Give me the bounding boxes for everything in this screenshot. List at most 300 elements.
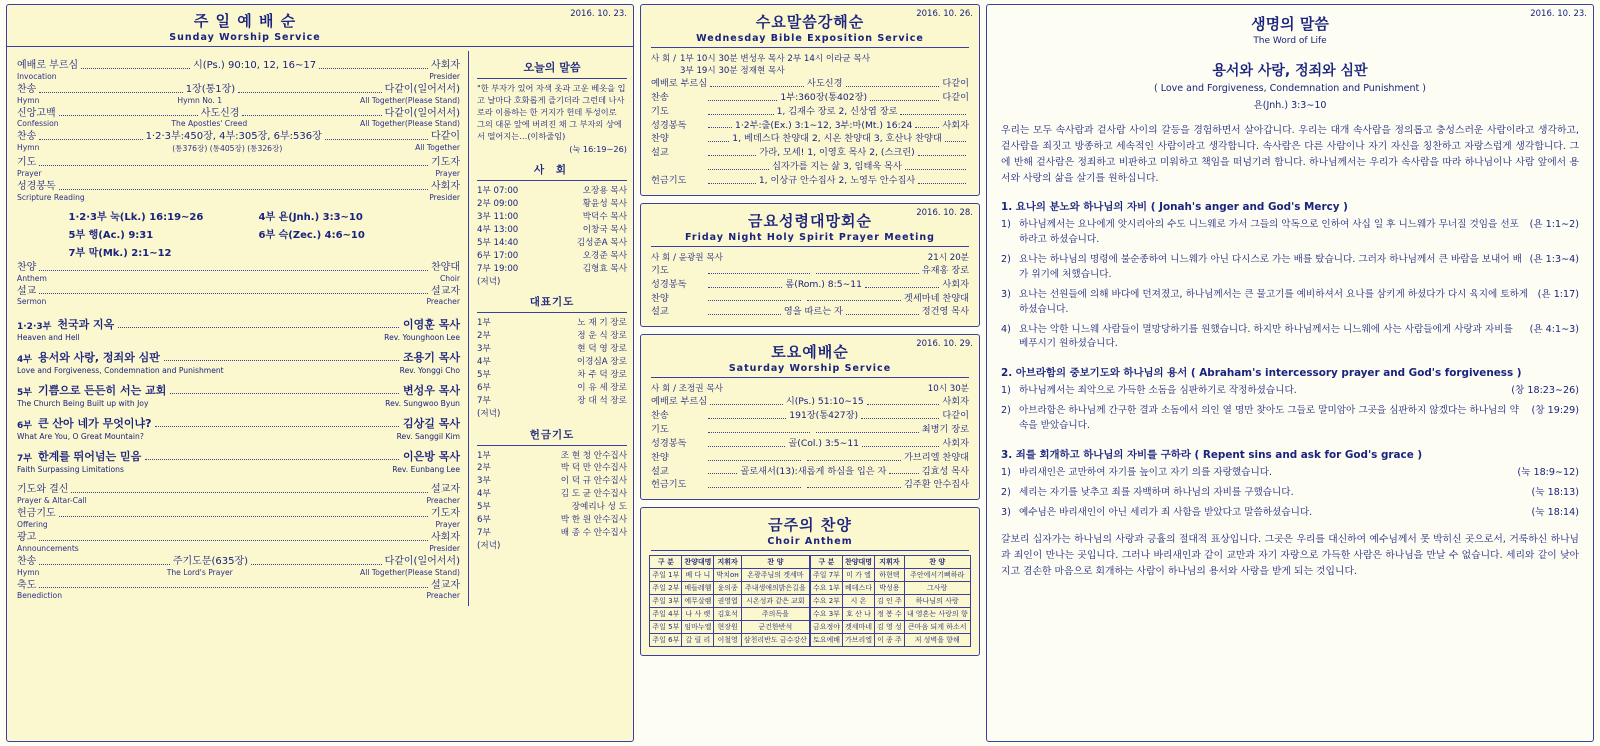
- wednesday-row: [651, 93, 969, 104]
- scripture-entry: 4부 욘(Jnh.) 3:3∼10: [258, 211, 363, 223]
- rep-prayer-item-key: 4부: [477, 357, 491, 368]
- sunday-title-ko: 주 일 예 배 순: [193, 12, 297, 30]
- society-item-value: 박덕수 목사: [582, 212, 627, 223]
- today-word-text: "한 부자가 있어 자색 옷과 고운 베옷을 입고 날마다 호화롭게 즐기더라 그런데 나사로라 이름하는 한 거지가 헌데 투성이로 그의 대문 앞에 버려진 채 그 부자의 상에서 떨어지는…(이하줄임): [477, 83, 626, 141]
- dot-leader: [708, 140, 729, 142]
- rep-prayer-item: [477, 343, 627, 356]
- wl-item-ref: (창 18:23∼26): [1511, 385, 1579, 397]
- anthem-cell: 가브리엘: [843, 634, 875, 647]
- sermon-title-en: Love and Forgiveness, Condemnation and Punishment: [17, 366, 224, 376]
- anthem-cell: 하나님의 사랑: [904, 595, 970, 608]
- sermon-item: [17, 415, 460, 441]
- society-item: [477, 250, 627, 263]
- offering-item-value: 이 덕 규 안수집사: [560, 476, 627, 487]
- wl-item-number: 1): [1001, 466, 1011, 478]
- order-row-person: 설교자: [431, 285, 460, 297]
- order-row: [17, 508, 460, 529]
- order-row: [17, 532, 460, 553]
- order-row-person-en: All Together(Please Stand): [360, 119, 460, 129]
- wednesday-row-value: 1·2부:출(Ex.) 3:1∼12, 3부:마(Mt.) 16:24: [734, 119, 913, 131]
- friday-title-en: Friday Night Holy Spirit Prayer Meeting: [685, 231, 935, 243]
- order-row-label-en: Hymn: [17, 143, 40, 153]
- offering-item-value: 박 덕 만 안수집사: [560, 463, 627, 474]
- dot-leader: [708, 472, 737, 474]
- order-row-label: 성경봉독: [17, 180, 56, 192]
- anthem-row: [810, 634, 970, 647]
- anthem-cell: 온광주님의 겟세마: [741, 569, 809, 582]
- wednesday-row-label: 성경봉독: [651, 119, 687, 131]
- saturday-panel: [640, 334, 980, 500]
- dot-leader: [862, 445, 939, 447]
- sunday-date: 2016. 10. 23.: [570, 9, 627, 19]
- sermon-title-ko: 천국과 지옥: [57, 318, 115, 332]
- wednesday-row-value: 1부:360장(통402장): [780, 91, 868, 103]
- sermon-preacher-en: Rev. Sungwoo Byun: [385, 399, 460, 409]
- dot-leader: [39, 292, 428, 294]
- offering-prayer-title: 헌금기도: [529, 428, 575, 441]
- dot-leader: [918, 182, 966, 184]
- order-row: [17, 286, 460, 307]
- dot-leader: [39, 586, 428, 588]
- dot-leader: [155, 425, 399, 427]
- wl-item-ref: (욘 4:1∼3): [1529, 323, 1579, 335]
- anthem-title-en: Choir Anthem: [767, 536, 853, 548]
- saturday-order-rows: [651, 397, 969, 491]
- sermon-preacher-en: Rev. Yonggi Cho: [399, 366, 460, 376]
- offering-item: [477, 462, 627, 475]
- rep-prayer-item-key: 5부: [477, 370, 491, 381]
- saturday-row-person: 최병기 장로: [921, 424, 970, 436]
- order-row-label-en: Anthem: [17, 273, 47, 283]
- offering-item: [477, 501, 627, 514]
- dot-leader: [708, 313, 781, 315]
- society-item: [477, 185, 627, 198]
- rep-prayer-item: [477, 330, 627, 343]
- society-item-key: 2부 09:00: [477, 199, 519, 210]
- dot-leader: [59, 188, 428, 190]
- offering-item-key: 2부: [477, 463, 491, 474]
- order-row-label: 예배로 부르심: [17, 60, 79, 71]
- wednesday-row-value: 1, 이상규 안수집사 2, 노영두 안수집사: [758, 175, 916, 187]
- friday-row-person: 겟세마네 찬양대: [903, 292, 970, 304]
- dot-leader: [807, 486, 900, 488]
- dot-leader: [145, 458, 399, 460]
- society-item-key: 5부 14:40: [477, 237, 519, 248]
- anthem-table-right: [810, 555, 971, 647]
- offering-item-key: 3부: [477, 476, 491, 487]
- society-item-value: 김성준A 목사: [576, 237, 627, 248]
- anthem-cell: 수요 1부: [810, 582, 842, 595]
- dot-leader: [905, 168, 966, 170]
- friday-row: [651, 307, 969, 318]
- sermon-item: [17, 349, 460, 375]
- scripture-line: [17, 244, 460, 259]
- sermon-preacher-en: Rev. Eunbang Lee: [392, 465, 460, 475]
- sunday-order-main: [7, 51, 468, 606]
- sunday-sidebar: [468, 51, 633, 606]
- wl-item-ref: (욘 1:17): [1537, 288, 1579, 300]
- anthem-cell: 주일 6부: [650, 634, 682, 647]
- anthem-header-cell: 지휘자: [875, 556, 905, 569]
- rep-prayer-item: [477, 382, 627, 395]
- wl-section-item: [1001, 218, 1579, 248]
- anthem-cell: 김 인 주: [875, 595, 905, 608]
- dot-leader: [71, 491, 428, 493]
- society-item: [477, 237, 627, 250]
- friday-row-label: 성경봉독: [651, 278, 687, 290]
- saturday-title-ko: 토요예배순: [771, 343, 849, 362]
- friday-row: [651, 294, 969, 305]
- friday-row-label: 찬양: [651, 292, 669, 304]
- wednesday-row-person: 다같이: [942, 91, 970, 103]
- scripture-line: [17, 226, 460, 241]
- rep-prayer-item-key: (저녁): [477, 408, 501, 419]
- anthem-row: [650, 595, 810, 608]
- dot-leader: [846, 313, 919, 315]
- saturday-presider-row: [651, 382, 969, 394]
- friday-row-value: 롬(Rom.) 8:5∼11: [785, 278, 862, 290]
- sermon-item: [17, 382, 460, 408]
- dot-leader: [710, 85, 804, 87]
- order-row: [17, 580, 460, 601]
- society-item-key: 6부 17:00: [477, 250, 519, 261]
- wednesday-row: [651, 148, 969, 159]
- wednesday-title-ko: 수요말씀강해순: [755, 13, 865, 31]
- sermon-title-ko: 한계를 뛰어넘는 믿음: [37, 450, 142, 464]
- sermon-preacher-ko: 이영훈 목사: [403, 318, 460, 332]
- order-row-label: 신앙고백: [17, 107, 56, 119]
- sunday-column: [6, 4, 634, 742]
- rep-prayer-item-key: 3부: [477, 344, 491, 355]
- anthem-cell: 금요정야: [810, 621, 842, 634]
- anthem-row: [810, 608, 970, 621]
- wednesday-row: [651, 79, 969, 90]
- wl-item-number: 1): [1001, 219, 1011, 231]
- sunday-order-rows-cont: [17, 262, 460, 307]
- saturday-row-person: 사회자: [942, 437, 970, 449]
- wl-closing: 갈보리 십자가는 하나님의 사랑과 긍휼의 절대적 표상입니다. 그곳은 우리를 대신하여 예수님께서 못 박히신 곳으로서, 거룩하신 하나님과 죄인이 만나는 곳입니다. 그러나 바리새인과 같이 교만과 자기 자랑으로 가득한 사람은 하나님을 만날 수 없습니다. 세리와 같이 낮아지고 겸손한 마음으로 회개하는 사람이 하나님의 용서와 사랑을 받게 되는 것입니다.: [1001, 534, 1579, 578]
- sermon-part: 6부: [17, 421, 32, 432]
- order-row-label-en: Offering: [17, 519, 48, 529]
- order-row: [17, 60, 460, 81]
- anthem-cell: 주일 1부: [650, 569, 682, 582]
- services-column: [640, 4, 980, 742]
- friday-row: [651, 280, 969, 291]
- order-row-value: 시(Ps.) 90:10, 12, 16∼17: [193, 60, 317, 71]
- wl-item-ref: (창 19:29): [1531, 405, 1579, 417]
- dot-leader: [708, 486, 801, 488]
- order-row-person-en: Preacher: [426, 496, 460, 506]
- order-row-person: 다같이(일어서서): [384, 83, 460, 95]
- order-row-person-en: Prayer: [435, 519, 460, 529]
- saturday-row-value: 시(Ps.) 51:10∼15: [785, 396, 864, 408]
- wednesday-row-label: 기도: [651, 105, 669, 117]
- anthem-cell: 김호석: [714, 608, 741, 621]
- wednesday-presider-label: 사 회 /: [651, 54, 676, 64]
- rep-prayer-item: [477, 356, 627, 369]
- wednesday-date: 2016. 10. 26.: [916, 9, 973, 19]
- order-row-value: 1장(통1장): [185, 83, 236, 95]
- friday-time: 21시 20분: [927, 252, 969, 263]
- dot-leader: [59, 515, 428, 517]
- wl-section-heading: 1. 요나의 분노와 하나님의 자비 ( Jonah's anger and God's Mercy ): [1001, 201, 1348, 214]
- order-row-person: 기도자: [431, 508, 460, 520]
- offering-item-key: 6부: [477, 515, 491, 526]
- wednesday-presider: [651, 52, 969, 76]
- dot-leader: [900, 113, 966, 115]
- friday-date: 2016. 10. 28.: [916, 207, 973, 218]
- friday-row-person: 유재홍 장로: [921, 264, 970, 276]
- dot-leader: [708, 272, 810, 274]
- anthem-cell: 현장원: [714, 621, 741, 634]
- anthem-cell: 이철영: [714, 634, 741, 647]
- anthem-row: [650, 569, 810, 582]
- dot-leader: [39, 269, 428, 271]
- anthem-cell: 주내생애의밝은길을: [741, 582, 809, 595]
- sermon-part: 7부: [17, 454, 32, 465]
- wednesday-row-label: 찬양: [651, 133, 669, 145]
- friday-row-value: 영을 따르는 자: [783, 306, 843, 318]
- wednesday-row-value: 십자가를 지는 삶 3, 임태욱 목사: [772, 161, 902, 173]
- wednesday-row-label: 예배로 부르심: [651, 78, 708, 89]
- order-row-label: 기도: [17, 157, 37, 169]
- order-row-person: 다같이: [431, 131, 460, 143]
- dot-leader: [816, 272, 918, 274]
- sermon-title-en: Faith Surpassing Limitations: [17, 465, 124, 475]
- order-row-label: 찬송: [17, 83, 37, 95]
- dot-leader: [170, 392, 399, 394]
- rep-prayer-title: 대표기도: [529, 296, 575, 309]
- order-row-person-en: All Together: [415, 143, 460, 153]
- friday-order-rows: [651, 266, 969, 318]
- anthem-header-cell: 구 분: [810, 556, 842, 569]
- offering-prayer-list: [477, 450, 627, 553]
- offering-item-key: 7부: [477, 527, 491, 538]
- order-row: [17, 556, 460, 577]
- anthem-cell: 베들레헴: [682, 582, 714, 595]
- word-of-life-column: [986, 4, 1594, 742]
- order-row-person-en: All Together(Please Stand): [360, 567, 460, 577]
- friday-row-person: 사회자: [942, 278, 969, 290]
- sermon-item: [17, 448, 460, 474]
- dot-leader: [59, 114, 198, 116]
- sermon-preacher-ko: 이은방 목사: [403, 450, 460, 464]
- dot-leader: [39, 164, 428, 166]
- wednesday-row: [651, 107, 969, 118]
- friday-presider: 사 회 / 윤광원 목사: [651, 252, 723, 263]
- dot-leader: [39, 91, 182, 93]
- dot-leader: [945, 140, 966, 142]
- anthem-cell: 주일 3부: [650, 595, 682, 608]
- wednesday-row-person: 사회자: [942, 119, 970, 131]
- society-list: [477, 185, 627, 288]
- saturday-row-label: 찬송: [651, 410, 669, 422]
- wednesday-presider-line-2: 3부 19시 30분 정재현 목사: [679, 66, 785, 76]
- anthem-cell: 주의독을: [741, 608, 809, 621]
- saturday-row-label: 헌금기도: [651, 479, 687, 491]
- saturday-row: [651, 439, 969, 450]
- offering-item-key: 4부: [477, 489, 491, 500]
- order-row-label-en: Confession: [17, 119, 59, 129]
- order-row-value: 1·2·3부:450장, 4부:305장, 6부:536장: [145, 131, 322, 143]
- wl-item-text: 세리는 자기를 낮추고 죄를 자백하며 하나님의 자비를 구했습니다.: [1019, 486, 1294, 498]
- wednesday-row-value: 1, 김재수 장로 2, 신상엽 장로: [776, 105, 898, 117]
- anthem-cell: 미 가 엘: [843, 569, 875, 582]
- saturday-row-label: 찬양: [651, 451, 669, 463]
- dot-leader: [889, 472, 918, 474]
- friday-row-person: 정건영 목사: [921, 306, 970, 318]
- dot-leader: [807, 459, 900, 461]
- order-row-value: 사도신경: [200, 107, 240, 119]
- order-row: [17, 262, 460, 283]
- rep-prayer-item-value: 장 대 석 장로: [577, 395, 627, 406]
- wednesday-row-person: 다같이: [942, 78, 970, 89]
- wl-item-number: 3): [1001, 288, 1011, 300]
- rep-prayer-item-value: 노 재 기 장로: [577, 318, 627, 329]
- wl-section-item: [1001, 288, 1579, 318]
- sunday-title-en: Sunday Worship Service: [169, 32, 321, 43]
- dot-leader: [918, 154, 966, 156]
- anthem-cell: 베 다 니: [682, 569, 714, 582]
- wednesday-row-label: 찬송: [651, 91, 669, 103]
- anthem-cell: 겟세마네: [843, 621, 875, 634]
- word-of-life-panel: [986, 4, 1594, 742]
- order-row-label: 광고: [17, 531, 37, 543]
- offering-item-key: 5부: [477, 502, 491, 513]
- today-word-title: 오늘의 말씀: [523, 61, 581, 74]
- anthem-cell: 주일 5부: [650, 621, 682, 634]
- wednesday-row-value: 가라, 모세! 1, 이영호 목사 2, (스크린): [759, 147, 915, 159]
- order-row-value-en: The Apostles' Creed: [171, 119, 248, 129]
- sermon-part: 5부: [17, 388, 32, 399]
- dot-leader: [708, 299, 801, 301]
- order-row-value-en: The Lord's Prayer: [166, 567, 233, 577]
- saturday-row-person: 가브리엘 찬양대: [903, 451, 970, 463]
- order-row-person: 사회자: [431, 180, 460, 192]
- saturday-row: [651, 411, 969, 422]
- saturday-row-label: 성경봉독: [651, 437, 687, 449]
- society-item-value: 오장용 목사: [582, 186, 627, 197]
- dot-leader: [39, 563, 170, 565]
- wl-intro: 우리는 모두 속사람과 겉사람 사이의 갈등을 경험하면서 살아갑니다. 우리는 대개 속사람을 정의롭고 충성스러운 사람이라고 생각하고, 겉사람을 죄짓고 방종하고 세속적인 사람이라고 생각합니다. 속사람은 다른 사람이나 자기 자신을 칭찬하고 자랑스럽게 생각합니다. 그에 반해 겉사람은 정죄하고 비판하고 미워하고 책임을 떠넘기려 합니다. 하나님께서는 우리가 속사람을 따라 하나님이나 사람 앞에서 용서와 사랑의 삶을 살기를 원하십니다.: [1001, 125, 1579, 184]
- today-word-ref: (눅 16:19∼26): [569, 144, 627, 155]
- anthem-cell: 내 영혼는 사랑의 향: [904, 608, 970, 621]
- sunday-scripture-grid: [17, 208, 460, 259]
- offering-item: [477, 450, 627, 463]
- wl-item-ref: (욘 1:3∼4): [1529, 254, 1579, 266]
- saturday-row-label: 기도: [651, 424, 669, 436]
- order-row-label-en: Hymn: [17, 95, 40, 105]
- dot-leader: [708, 445, 785, 447]
- friday-row: [651, 266, 969, 277]
- society-item-value: 김형효 목사: [582, 263, 627, 274]
- anthem-cell: 수요 2부: [810, 595, 842, 608]
- order-row-person-en: Presider: [429, 192, 460, 202]
- anthem-cell: 윤의종: [714, 582, 741, 595]
- dot-leader: [708, 182, 756, 184]
- saturday-row: [651, 425, 969, 436]
- wl-item-number: 4): [1001, 323, 1011, 335]
- society-item-value: 황윤성 목사: [582, 199, 627, 210]
- anthem-cell: 주일 4부: [650, 608, 682, 621]
- rep-prayer-item-value: 정 운 식 장로: [577, 331, 627, 342]
- society-item-key: (저녁): [477, 276, 501, 287]
- anthem-row: [810, 595, 970, 608]
- saturday-row-person: 사회자: [942, 396, 970, 408]
- friday-title-ko: 금요성령대망회순: [748, 211, 872, 230]
- wednesday-title-en: Wednesday Bible Exposition Service: [696, 33, 924, 44]
- saturday-row-person: 김효성 목사: [921, 465, 970, 477]
- wl-section-item: [1001, 486, 1579, 501]
- order-row-person-en: All Together(Please Stand): [360, 95, 460, 105]
- anthem-cell: 에무살렘: [682, 595, 714, 608]
- saturday-row-person: 다같이: [942, 410, 970, 422]
- order-row-person: 사회자: [431, 60, 461, 71]
- sermon-title-ko: 용서와 사랑, 정죄와 심판: [37, 351, 160, 365]
- anthem-row: [810, 569, 970, 582]
- anthem-cell: 큰마음 되게 하소서: [904, 621, 970, 634]
- wl-item-text: 하나님께서는 죄악으로 가득한 소돔을 심판하기로 작정하셨습니다.: [1019, 385, 1297, 397]
- order-row-person: 설교자: [431, 579, 460, 591]
- dot-leader: [708, 154, 756, 156]
- wl-section-heading: 3. 죄를 회개하고 하나님의 자비를 구하라 ( Repent sins and ask for God's grace ): [1001, 448, 1423, 461]
- wl-item-ref: (눅 18:13): [1531, 486, 1579, 498]
- saturday-row-person: 김주환 안수집사: [903, 479, 970, 491]
- sermon-title-ko: 큰 산아 네가 무엇이냐?: [37, 417, 152, 431]
- order-row-label-en: Invocation: [17, 71, 57, 81]
- order-row: [17, 157, 460, 178]
- society-item-key: 4부 13:00: [477, 225, 519, 236]
- dot-leader: [708, 126, 732, 128]
- anthem-cell: 주일 7부: [810, 569, 842, 582]
- anthem-row: [810, 582, 970, 595]
- order-row-label-en: Sermon: [17, 297, 47, 307]
- order-row-label: 찬양: [17, 261, 37, 273]
- anthem-cell: 권영엽: [714, 595, 741, 608]
- dot-leader: [708, 417, 786, 419]
- offering-item-value: 김 도 균 안수집사: [560, 489, 627, 500]
- order-row-label: 기도와 결신: [17, 484, 69, 496]
- order-row-person-en: Presider: [429, 543, 460, 553]
- wl-title-ko: 생명의 말씀: [1251, 15, 1329, 33]
- anthem-header-cell: 찬 양: [904, 556, 970, 569]
- order-row-person: 기도자: [431, 157, 460, 169]
- wl-section-item: [1001, 253, 1579, 283]
- anthem-cell: 저 성벽을 향해: [904, 634, 970, 647]
- wednesday-row-value: 사도신경: [807, 78, 843, 89]
- dot-leader: [118, 326, 399, 328]
- wl-item-ref: (욘 1:1∼2): [1529, 219, 1579, 231]
- anthem-cell: 나 사 렛: [682, 608, 714, 621]
- sermon-preacher-ko: 김상길 목사: [403, 417, 460, 431]
- order-row-person-en: Preacher: [426, 297, 460, 307]
- wednesday-row: [651, 134, 969, 145]
- scripture-line: [17, 208, 460, 223]
- anthem-row: [650, 582, 810, 595]
- wl-heading-en: ( Love and Forgiveness, Condemnation and Punishment ): [1154, 83, 1426, 94]
- society-item-value: 이창국 목사: [582, 225, 627, 236]
- wl-section-heading: 2. 아브라함의 중보기도와 하나님의 용서 ( Abraham's intercessory prayer and God's forgiveness ): [1001, 367, 1522, 380]
- rep-prayer-item: [477, 317, 627, 330]
- order-row-person: 다같이(일어서서): [384, 555, 460, 567]
- anthem-header-cell: 구 분: [650, 556, 682, 569]
- offering-item-value: 조 현 청 안수집사: [560, 450, 627, 461]
- dot-leader: [867, 403, 940, 405]
- offering-item-key: (저녁): [477, 540, 501, 551]
- rep-prayer-item-value: 이 유 세 장로: [577, 382, 627, 393]
- order-row-label: 찬송: [17, 131, 37, 143]
- sermon-title-ko: 기쁨으로 든든히 서는 교회: [37, 384, 167, 398]
